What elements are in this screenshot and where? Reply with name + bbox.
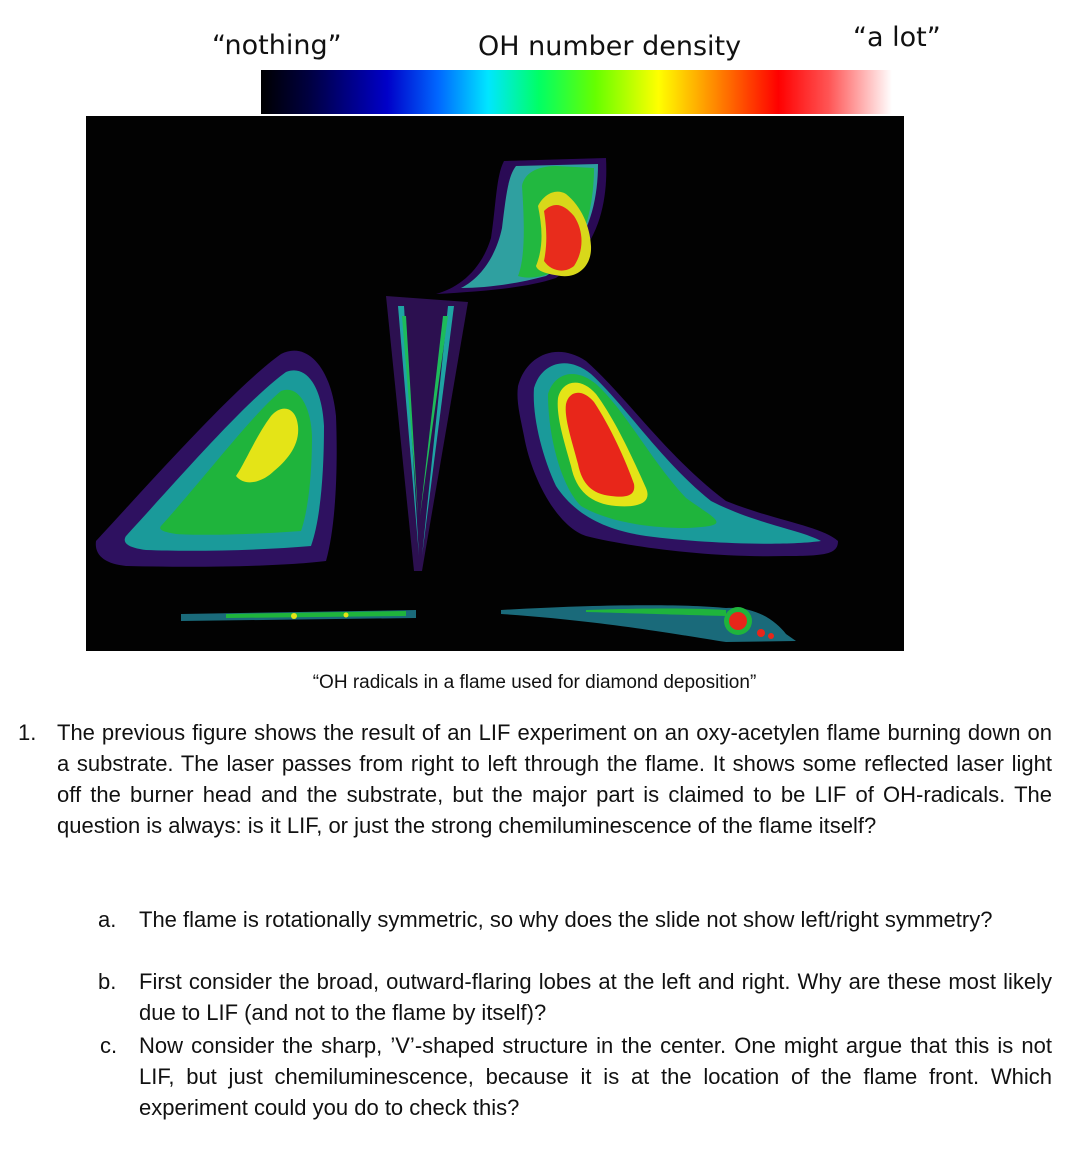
- subquestion-text: First consider the broad, outward-flaring lobes at the left and right. Why are these most likely due to LIF (and not to the flame by itself)?: [139, 969, 1052, 1025]
- substrate-reflection: [181, 605, 796, 642]
- left-lobe: [96, 351, 337, 567]
- right-lobe: [517, 352, 838, 556]
- figure-caption: “OH radicals in a flame used for diamond deposition”: [312, 672, 757, 693]
- burner-head-reflection: [436, 158, 606, 294]
- question-text: The previous figure shows the result of an LIF experiment on an oxy-acetylen flame burning down on a substrate. The laser passes from right to left through the flame. It shows some reflected laser light off the burner head and the substrate, but the major part is claimed to be LIF of OH-radicals. The question is always: is it LIF, or just the strong chemiluminescence of the flame itself?: [57, 720, 1052, 838]
- subquestion-letter: a.: [98, 907, 117, 932]
- question-number: 1.: [18, 720, 37, 745]
- colorbar-gradient: [261, 70, 892, 114]
- subquestion-text: The flame is rotationally symmetric, so why does the slide not show left/right symmetry?: [139, 907, 993, 932]
- colorbar-max-label: “a lot”: [853, 22, 941, 53]
- v-structure: [386, 296, 468, 571]
- subquestion-text: Now consider the sharp, ’V’-shaped structure in the center. One might argue that this is not LIF, but just chemiluminescence, because it is at the location of the flame front. Which experiment could you do to check this?: [139, 1033, 1052, 1120]
- lif-image: [86, 116, 904, 651]
- subquestion-letter: c.: [100, 1033, 118, 1058]
- subquestion-letter: b.: [98, 969, 117, 994]
- colorbar-min-label: “nothing”: [212, 30, 342, 61]
- colorbar-title: OH number density: [478, 31, 742, 62]
